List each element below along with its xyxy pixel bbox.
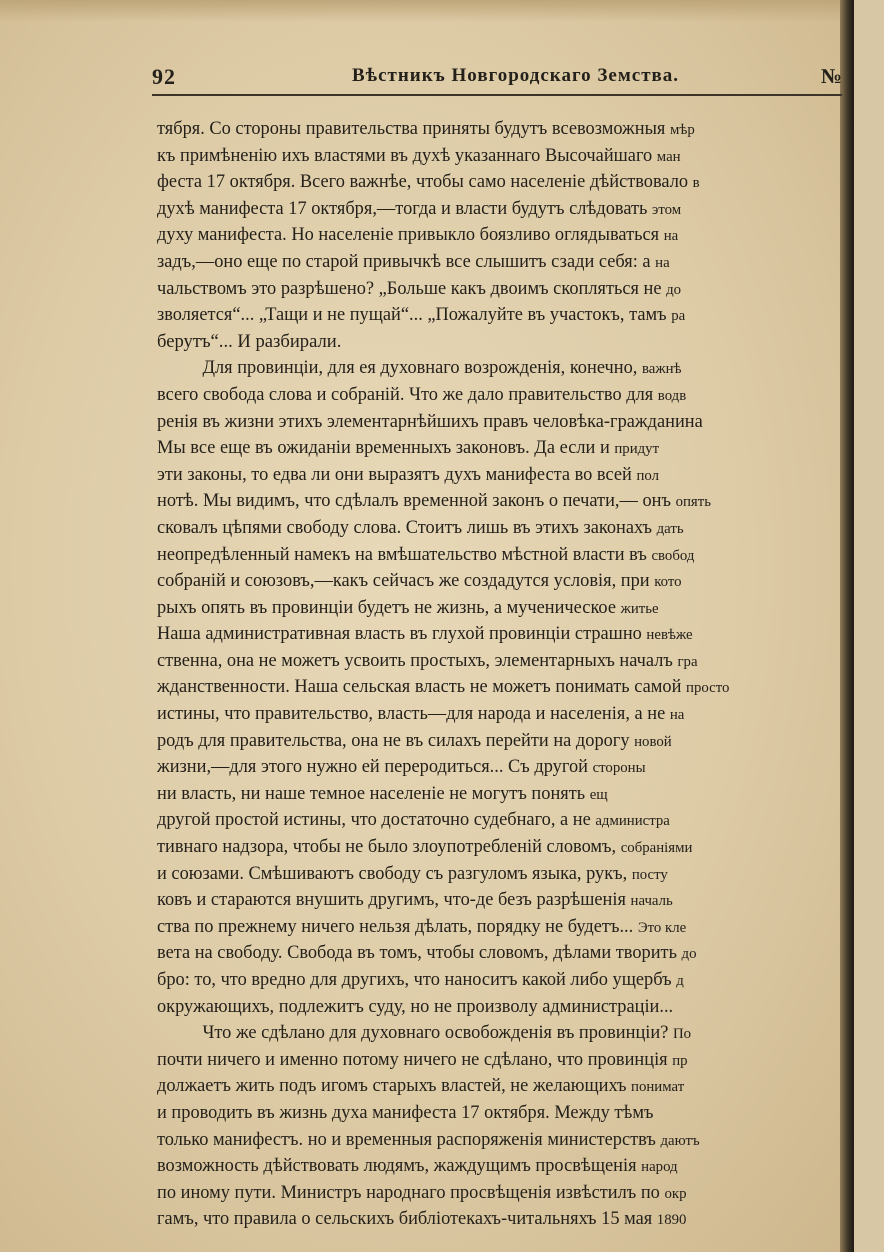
line-text: ства по прежнему ничего нельзя дѣлать, порядку не будетъ... [157,915,638,937]
page-header [152,62,842,90]
text-line [157,967,839,994]
line-text: по иному пути. Министръ народнаго просвѣщенія извѣстилъ по [157,1181,665,1203]
text-line [157,781,839,808]
text-line [157,1100,839,1127]
cut-off-word: пр [672,1052,688,1069]
text-line [157,1180,839,1207]
line-text: гамъ, что правила о сельскихъ библіотекахъ-читальняхъ 15 мая [157,1208,657,1230]
text-line [157,222,839,249]
cut-off-word: окр [664,1185,687,1202]
text-line [157,409,839,436]
cut-off-word: ра [671,308,686,325]
line-text: ковъ и стараются внушить другимъ, что-де безъ разрѣшенія [157,889,631,911]
line-text: родъ для правительства, она не въ силахъ перейти на дорогу [157,729,635,751]
running-title: Вѣстникъ Новгородскаго Земства. [352,65,680,86]
text-line [157,621,839,648]
line-text: ни власть, ни наше темное населеніе не могутъ понять [157,782,590,804]
text-line [157,116,839,143]
cut-off-word: дать [656,520,684,537]
text-line [157,1047,839,1074]
text-line [157,382,839,409]
cut-off-word: невѣже [646,627,693,644]
cut-off-word: важнѣ [641,361,682,378]
text-line [157,515,839,542]
cut-off-word: ещ [589,786,608,803]
line-text: только манифестъ. но и временныя распоряженія министерствъ [157,1128,661,1150]
text-line [157,568,839,595]
line-text: Для провинціи, для ея духовнаго возрожденія, конечно, [202,357,642,379]
cut-off-word: 1890 [656,1212,687,1229]
cut-off-word: кото [654,574,682,591]
line-text: всего свобода слова и собраній. Что же дало правительство для [157,383,658,405]
text-line [157,754,839,781]
cut-off-word: мѣр [669,122,695,138]
line-text: тивнаго надзора, чтобы не было злоупотребленій словомъ, [157,836,621,858]
text-line [157,1073,839,1100]
text-line [157,834,839,861]
line-text: Что же сдѣлано для духовнаго освобожденія въ провинціи? [202,1022,673,1044]
line-text: чальствомъ это разрѣшено? „Больше какъ двоимъ скопляться не [157,277,667,299]
header-rule [152,94,842,96]
cut-off-word: новой [634,733,672,750]
text-line [157,1020,884,1047]
cut-off-word: водв [657,387,687,404]
cut-off-word: даютъ [660,1132,700,1149]
page-top-shadow [0,0,854,22]
line-text: и проводить въ жизнь духа манифеста 17 октября. Между тѣмъ [157,1101,654,1123]
text-line [157,329,847,356]
cut-off-word: на [655,254,670,271]
cut-off-word: в [692,175,700,192]
line-text: рыхъ опять въ провинціи будетъ не жизнь, а мученическое [157,596,621,618]
line-text: неопредѣленный намекъ на вмѣшательство мѣстной власти въ [157,543,652,565]
cut-off-word: собраніями [620,840,693,857]
cut-off-word: ман [656,148,681,165]
line-text: и союзами. Смѣшиваютъ свободу съ разгуломъ языка, рукъ, [157,862,632,884]
cut-off-word: понимат [631,1079,685,1096]
cut-off-word: просто [686,680,730,697]
text-line [157,1127,839,1154]
cut-off-word: посту [631,866,668,883]
text-line [157,1153,839,1180]
line-text: духѣ манифеста 17 октября,—тогда и власти будутъ слѣдовать [157,197,653,219]
line-text: почти ничего и именно потому ничего не сдѣлано, что провинція [157,1048,673,1070]
line-text: жданственности. Наша сельская власть не можетъ понимать самой [157,676,687,698]
issue-number-mark: № [820,64,842,88]
line-text: вета на свободу. Свобода въ томъ, чтобы словомъ, дѣлами творить [157,942,682,964]
line-text: феста 17 октября. Всего важнѣе, чтобы само населеніе дѣйствовало [157,171,693,193]
cut-off-word: житье [620,600,659,617]
line-text: задъ,—оно еще по старой привычкѣ все слышитъ сзади себя: а [157,250,656,272]
text-line [157,648,839,675]
line-text: сковалъ цѣпями свободу слова. Стоитъ лишь въ этихъ законахъ [157,516,657,538]
text-line [157,462,839,489]
cut-off-word: пол [636,467,659,484]
cut-off-word: на [663,228,679,245]
page-number: 92 [152,64,176,89]
cut-off-word: на [669,707,685,724]
cut-off-word: началь [630,893,673,910]
cut-off-word: По [672,1026,692,1043]
article-body [157,116,847,1230]
text-line [157,249,839,276]
cut-off-word: этом [652,201,682,218]
cut-off-word: народ [641,1159,678,1176]
line-text: ренія въ жизни этихъ элементарнѣйшихъ правъ человѣка-гражданина [157,410,703,432]
text-line [157,302,839,329]
line-text: бро: то, что вредно для другихъ, что наноситъ какой либо ущербъ [157,969,677,990]
cut-off-word: до [666,281,682,298]
cut-off-word: гра [677,653,698,670]
text-line [157,807,839,834]
cut-off-word: опять [675,494,711,511]
text-line [157,994,839,1021]
line-text: Наша административная власть въ глухой провинціи страшно [157,623,647,645]
line-text: ственна, она не можетъ усвоить простыхъ, элементарныхъ началъ [157,649,678,671]
text-line [157,728,839,755]
text-line [157,914,839,941]
line-text: берутъ“... И разбирали. [157,330,342,352]
text-line [157,435,839,462]
line-text: Мы все еще въ ожиданіи временныхъ законовъ. Да если и [157,437,615,459]
text-line [157,488,839,515]
text-line [157,542,839,569]
line-text: собраній и союзовъ,—какъ сейчасъ же создадутся условія, при [157,570,655,592]
line-text: зволяется“... „Тащи и не пущай“... „Пожалуйте въ участокъ, тамъ [157,304,672,326]
text-line [157,887,839,914]
line-text: къ примѣненію ихъ властями въ духѣ указаннаго Высочайшаго [157,144,657,166]
line-text: эти законы, то едва ли они выразятъ духъ манифеста во всей [157,463,637,485]
line-text: тября. Со стороны правительства приняты будутъ всевозможныя [157,118,670,139]
line-text: окружающихъ, подлежитъ суду, но не произволу администраціи... [157,995,674,1017]
text-line [157,701,839,728]
line-text: возможность дѣйствовать людямъ, жаждущимъ просвѣщенія [157,1155,642,1177]
cut-off-word: свобод [651,547,695,564]
cut-off-word: администра [595,813,670,830]
cut-off-word: Это кле [637,919,687,936]
cut-off-word: д [676,973,684,989]
text-line [157,196,839,223]
text-line [157,1206,839,1233]
text-line [157,143,839,170]
cut-off-word: до [681,946,697,963]
line-text: нотѣ. Мы видимъ, что сдѣлалъ временной законъ о печати,— онъ [157,490,676,512]
text-line [157,674,839,701]
text-line [157,940,839,967]
text-line [157,169,839,196]
line-text: жизни,—для этого нужно ей переродиться... Съ другой [157,756,593,778]
line-text: духу манифеста. Но населеніе привыкло боязливо оглядываться [157,224,664,246]
line-text: другой простой истины, что достаточно судебнаго, а не [157,809,596,831]
line-text: истины, что правительство, власть—для народа и населенія, а не [157,703,670,725]
text-line [157,276,839,303]
cut-off-word: придут [614,441,660,458]
text-line [157,355,884,382]
text-line [157,595,839,622]
cut-off-word: стороны [592,760,646,777]
text-line [157,861,839,888]
line-text: должаетъ жить подъ игомъ старыхъ властей, не желающихъ [157,1075,632,1097]
